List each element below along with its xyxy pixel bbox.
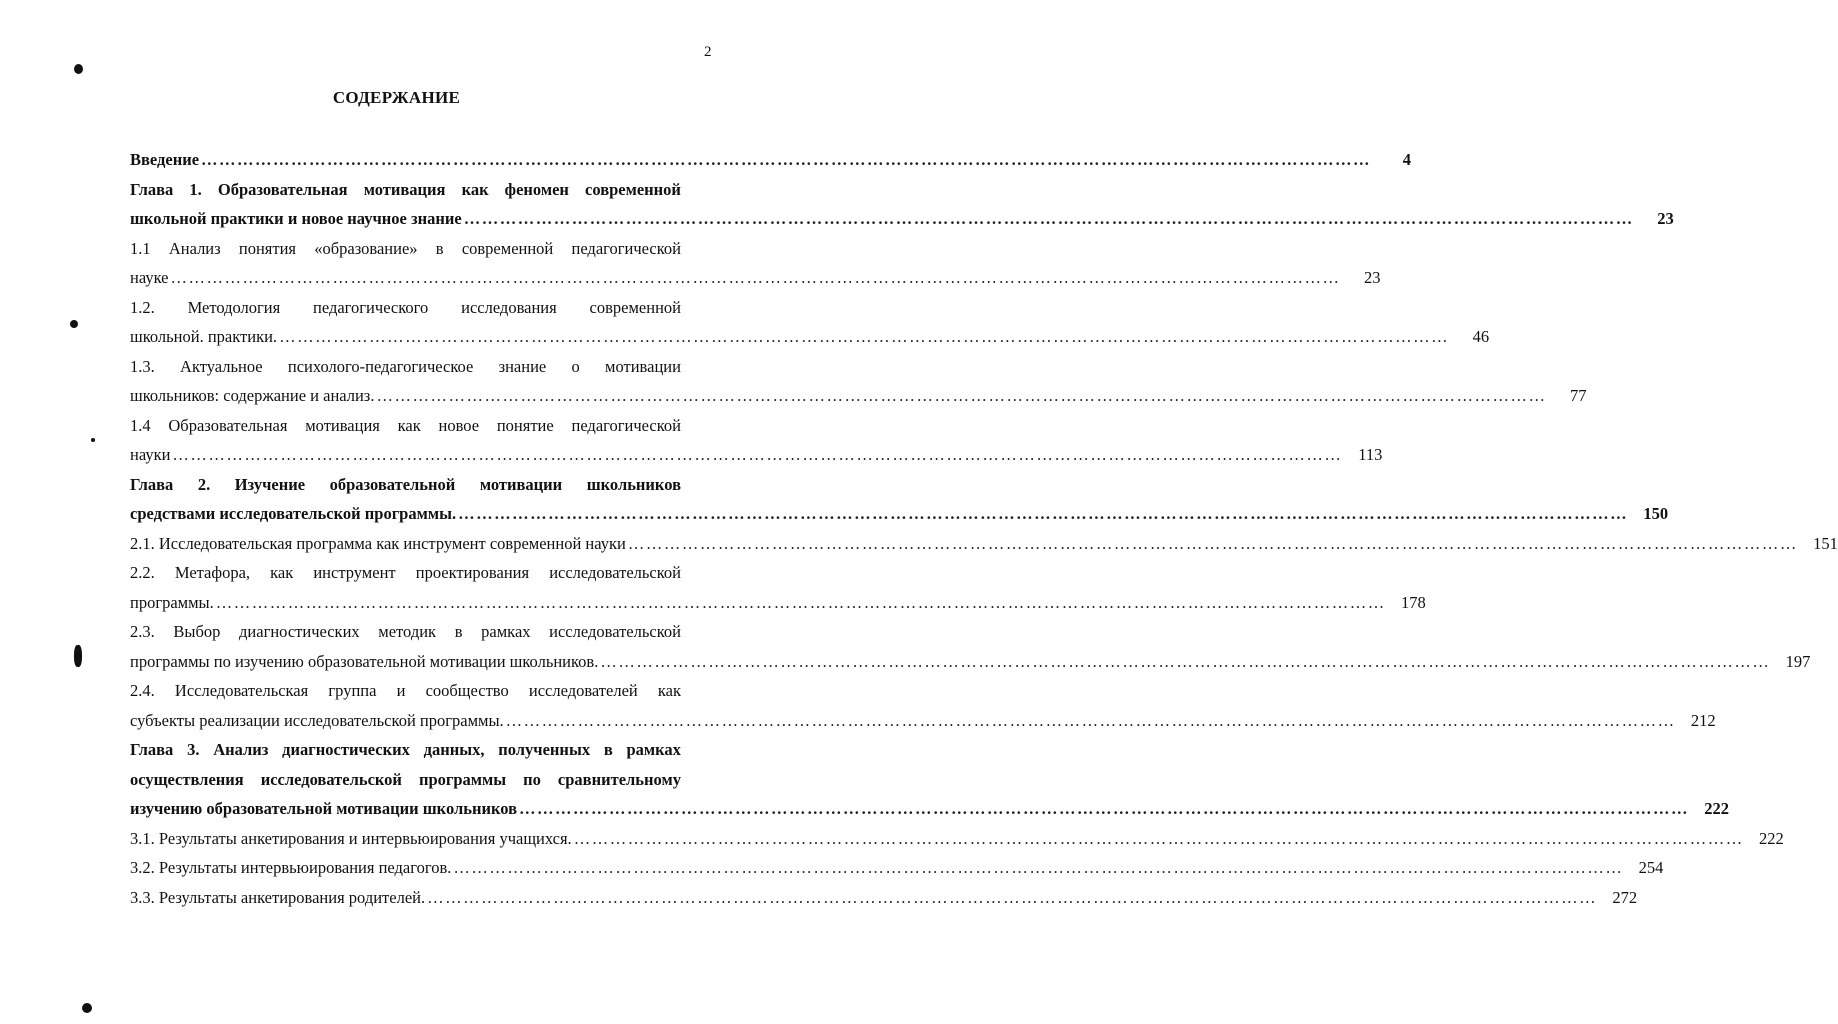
toc-entry-word: исследовательской — [549, 622, 681, 641]
leader-dots: …………………………………………………………………………………………………………………………………………………………………………… — [376, 386, 1547, 405]
toc-entry-word: новое — [438, 415, 480, 435]
toc-entry-word: рамках — [626, 740, 681, 759]
toc-page-number: 23 — [1364, 268, 1381, 287]
leader-dots: …………………………………………………………………………………………………………………………………………………………………………… — [505, 710, 1676, 730]
leader-dots: …………………………………………………………………………………………………………………………………………………………………………… — [427, 887, 1598, 907]
leader-dots: …………………………………………………………………………………………………………………………………………………………………………… — [172, 445, 1343, 464]
toc-entry-line — [130, 499, 1669, 529]
toc-entry-word: Метафора, — [174, 563, 251, 582]
toc-entry-word: о — [571, 356, 580, 376]
toc-entry-word: по — [523, 769, 541, 789]
toc-entry-word: современной — [585, 179, 681, 199]
table-of-contents — [130, 145, 1838, 912]
toc-entry-line — [130, 824, 1784, 854]
toc-entry[interactable] — [130, 470, 1669, 529]
toc-entry-line — [130, 381, 1587, 411]
toc-entry-line — [130, 263, 1381, 293]
toc-page-number: 197 — [1785, 651, 1811, 671]
toc-entry-line — [130, 676, 717, 706]
toc-entry-word: 2.3. — [130, 622, 155, 641]
toc-entry-word: в — [435, 238, 444, 258]
toc-entry-word: мотивации — [605, 356, 681, 376]
toc-page-number: 178 — [1401, 592, 1426, 612]
toc-entry-line — [130, 647, 1811, 677]
toc-entry-word: как — [270, 563, 294, 582]
toc-entry-word: 1.2. — [130, 297, 155, 317]
toc-entry-word: 1.1 — [130, 238, 151, 258]
toc-entry[interactable] — [130, 293, 1490, 352]
toc-entry-word: 2.2. — [130, 563, 155, 582]
toc-entry-word: «образование» — [314, 238, 418, 258]
toc-page-number: 212 — [1690, 710, 1716, 730]
leader-dots: …………………………………………………………………………………………………………………………………………………………………………… — [170, 268, 1341, 287]
leader-dots: …………………………………………………………………………………………………………………………………………………………………………… — [627, 533, 1798, 553]
toc-page-number: 151 — [1813, 533, 1838, 553]
toc-entry[interactable] — [130, 175, 1674, 234]
toc-entry-word: Исследовательская — [174, 681, 309, 700]
leader-dots: …………………………………………………………………………………………………………………………………………………………………………… — [279, 327, 1450, 346]
toc-entry-title: 3.3. Результаты анкетирования родителей. — [130, 887, 426, 907]
toc-entry[interactable] — [130, 558, 1426, 617]
toc-entry-word: Анализ — [168, 238, 221, 258]
toc-entry-title: программы. — [130, 592, 214, 612]
toc-entry-word: 1.4 — [130, 415, 151, 435]
toc-entry-word: диагностических — [239, 622, 360, 641]
toc-entry-title: программы по изучению образовательной мотивации школьников. — [130, 651, 599, 671]
toc-page-number: 222 — [1758, 828, 1784, 848]
toc-entry-word: педагогической — [571, 238, 681, 258]
toc-entry-word: методик — [378, 622, 437, 641]
toc-page-number: 4 — [1402, 150, 1412, 169]
toc-entry-word: группа — [328, 681, 377, 700]
toc-page-number: 222 — [1704, 799, 1730, 818]
toc-entry-word: понятие — [496, 415, 554, 435]
scan-speck — [74, 645, 82, 667]
toc-entry-word: современной — [589, 297, 681, 317]
toc-entry-word: Глава — [130, 474, 174, 494]
toc-entry-title: науке — [130, 268, 169, 287]
toc-entry-word: исследовательской — [549, 563, 681, 582]
toc-entry-word: в — [603, 740, 613, 759]
scan-speck — [82, 1003, 92, 1013]
toc-entry-line — [130, 588, 1426, 618]
toc-entry-word: Глава — [130, 740, 174, 759]
toc-page-number: 272 — [1612, 887, 1638, 907]
toc-entry[interactable] — [130, 411, 1383, 470]
toc-entry-word: сравнительному — [557, 769, 681, 789]
toc-entry-line — [130, 470, 717, 500]
toc-page-number: 150 — [1643, 504, 1669, 523]
toc-entry-word: мотивация — [305, 415, 380, 435]
toc-entry[interactable] — [130, 824, 1784, 854]
toc-entry-word: Актуальное — [180, 356, 263, 376]
toc-entry-word: исследования — [461, 297, 557, 317]
toc-entry-line — [130, 175, 717, 205]
toc-entry-word: программы — [418, 769, 507, 789]
toc-entry-word: феномен — [504, 179, 569, 199]
toc-entry-word: Методология — [187, 297, 281, 317]
toc-entry[interactable] — [130, 145, 1412, 175]
toc-entry-word: данных, — [423, 740, 485, 759]
toc-entry-word: школьников — [586, 474, 681, 494]
toc-page-number: 23 — [1657, 209, 1674, 228]
toc-entry-line — [130, 440, 1383, 470]
toc-entry-word: педагогического — [313, 297, 429, 317]
toc-entry-word: в — [454, 622, 463, 641]
toc-entry-title: школьников: содержание и анализ. — [130, 386, 375, 405]
page-title: СОДЕРЖАНИЕ — [332, 88, 461, 107]
toc-entry-word: полученных — [498, 740, 591, 759]
toc-entry-word: понятия — [238, 238, 297, 258]
toc-entry[interactable] — [130, 676, 1716, 735]
toc-entry-line — [130, 765, 717, 795]
toc-entry-word: рамках — [481, 622, 531, 641]
toc-entry-word: исследователей — [528, 681, 638, 700]
toc-entry-word: и — [396, 681, 406, 700]
toc-entry-word: 3. — [187, 740, 200, 759]
toc-entry-word: проектирования — [415, 563, 530, 582]
toc-entry-word: Анализ — [213, 740, 269, 759]
toc-entry-word: как — [397, 415, 421, 435]
leader-dots: …………………………………………………………………………………………………………………………………………………………………………… — [600, 651, 1771, 671]
toc-entry-word: сообщество — [425, 681, 509, 700]
toc-entry[interactable] — [130, 735, 1730, 824]
toc-entry[interactable] — [130, 617, 1811, 676]
leader-dots: …………………………………………………………………………………………………………………………………………………………………………… — [519, 799, 1690, 818]
page-number: 2 — [704, 44, 712, 60]
toc-entry-line — [130, 853, 1664, 883]
scan-speck — [74, 64, 83, 74]
toc-entry-title: 2.1. Исследовательская программа как инструмент современной науки — [130, 533, 626, 553]
toc-entry-line — [130, 322, 1490, 352]
toc-entry-word: 2.4. — [130, 681, 155, 700]
toc-entry[interactable] — [130, 234, 1381, 293]
toc-entry-title: изучению образовательной мотивации школьников — [130, 799, 518, 818]
toc-entry-line — [130, 204, 1674, 234]
scan-speck — [91, 438, 95, 442]
toc-entry-word: Образовательная — [168, 415, 288, 435]
toc-entry[interactable] — [130, 853, 1664, 883]
toc-entry-line — [130, 883, 1638, 913]
toc-entry-word: Изучение — [234, 474, 306, 494]
toc-entry-word: педагогической — [571, 415, 681, 435]
toc-entry-word: Выбор — [173, 622, 221, 641]
toc-entry-title: 3.2. Результаты интервьюирования педагогов. — [130, 858, 452, 877]
toc-entry-word: Образовательная — [217, 179, 348, 199]
toc-entry-line — [130, 234, 717, 264]
toc-entry-line — [130, 529, 1838, 559]
toc-entry-line — [130, 794, 1730, 824]
toc-entry-line — [130, 735, 717, 765]
toc-entry-title: 3.1. Результаты анкетирования и интервьюирования учащихся. — [130, 828, 572, 848]
toc-entry-word: 1. — [189, 179, 202, 199]
toc-entry-title: школьной. практики. — [130, 327, 278, 346]
toc-entry-word: 1.3. — [130, 356, 155, 376]
leader-dots: …………………………………………………………………………………………………………………………………………………………………………… — [215, 592, 1386, 612]
toc-entry-word: 2. — [197, 474, 211, 494]
toc-entry-word: образовательной — [329, 474, 456, 494]
toc-entry-line — [130, 706, 1716, 736]
toc-entry[interactable] — [130, 883, 1638, 913]
leader-dots: …………………………………………………………………………………………………………………………………………………………………………… — [573, 828, 1744, 848]
toc-entry-word: современной — [461, 238, 554, 258]
toc-entry-word: знание — [498, 356, 547, 376]
toc-entry-line — [130, 558, 717, 588]
toc-page-number: 77 — [1569, 386, 1587, 405]
toc-entry-line — [130, 145, 1412, 175]
toc-entry-word: Глава — [130, 179, 174, 199]
toc-entry-word: мотивации — [479, 474, 563, 494]
leader-dots: …………………………………………………………………………………………………………………………………………………………………………… — [463, 209, 1634, 228]
leader-dots: …………………………………………………………………………………………………………………………………………………………………………… — [453, 858, 1624, 877]
toc-entry-word: исследовательской — [260, 769, 402, 789]
leader-dots: …………………………………………………………………………………………………………………………………………………………………………… — [201, 150, 1372, 169]
toc-page-number: 113 — [1358, 445, 1383, 464]
toc-entry-line — [130, 617, 717, 647]
toc-entry-word: как — [657, 681, 681, 700]
leader-dots: …………………………………………………………………………………………………………………………………………………………………………… — [458, 504, 1629, 523]
toc-entry-line — [130, 411, 717, 441]
toc-entry[interactable] — [130, 352, 1587, 411]
toc-entry-title: средствами исследовательской программы. — [130, 504, 457, 523]
toc-entry-word: как — [461, 179, 489, 199]
toc-entry-word: диагностических — [282, 740, 410, 759]
toc-entry-title: науки — [130, 445, 171, 464]
toc-entry-word: осуществления — [130, 769, 244, 789]
toc-entry-title: субъекты реализации исследовательской программы. — [130, 710, 504, 730]
toc-entry[interactable] — [130, 529, 1838, 559]
toc-entry-line — [130, 293, 717, 323]
toc-entry-word: мотивация — [363, 179, 446, 199]
toc-page-number: 46 — [1472, 327, 1490, 346]
toc-entry-line — [130, 352, 717, 382]
scan-speck — [70, 320, 78, 328]
toc-entry-word: психолого-педагогическое — [287, 356, 474, 376]
toc-entry-title: Введение — [130, 150, 200, 169]
toc-entry-word: инструмент — [313, 563, 396, 582]
toc-page-number: 254 — [1638, 858, 1664, 877]
toc-entry-title: школьной практики и новое научное знание — [130, 209, 462, 228]
